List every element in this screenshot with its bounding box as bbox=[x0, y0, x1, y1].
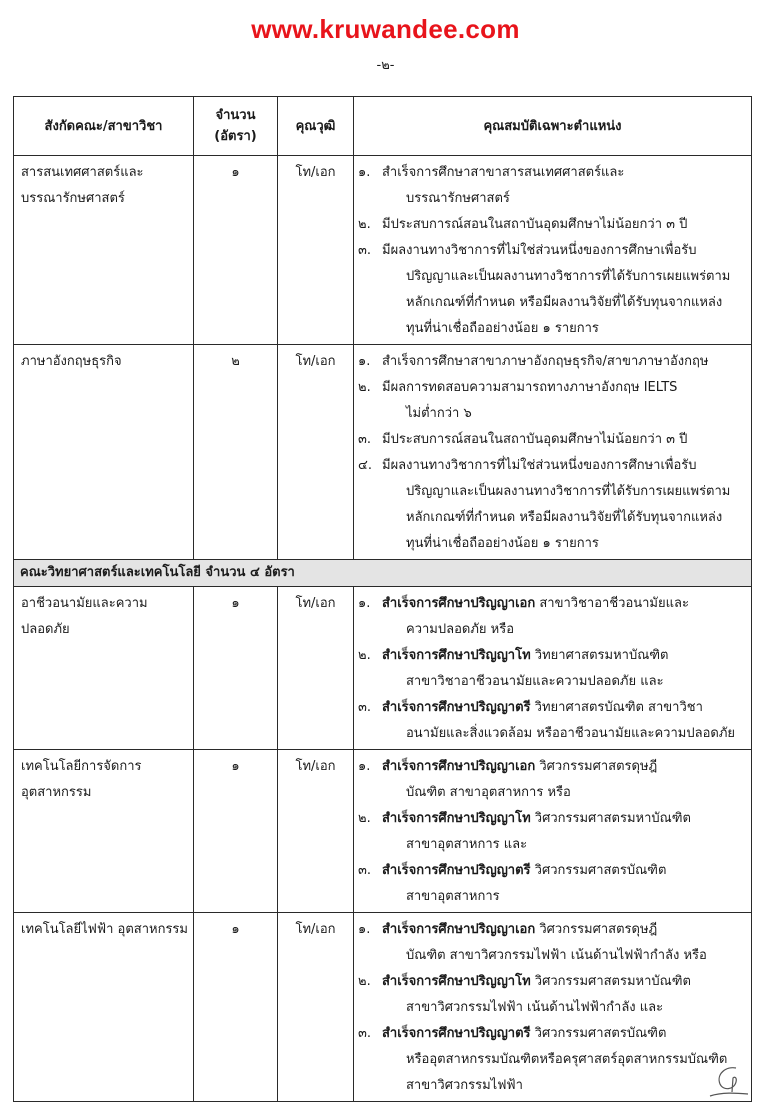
requirement-line: สาขาอุตสาหการ bbox=[406, 889, 500, 904]
requirement-item bbox=[358, 643, 745, 695]
requirement-line: วิศวกรรมศาสตรมหาบัณฑิต bbox=[530, 974, 691, 989]
requirement-line: บัณฑิต สาขาวิศวกรรมไฟฟ้า เน้นด้านไฟฟ้ากำลัง หรือ bbox=[406, 948, 707, 963]
count-cell: ๑ bbox=[194, 587, 278, 750]
site-watermark: www.kruwandee.com bbox=[251, 14, 520, 44]
degree-cell: โท/เอก bbox=[278, 750, 354, 913]
signature-mark bbox=[706, 1062, 750, 1100]
requirement-item bbox=[358, 453, 745, 557]
table-body-science bbox=[14, 587, 752, 1102]
requirement-text bbox=[382, 643, 745, 695]
requirement-text bbox=[382, 212, 745, 238]
table-row bbox=[14, 587, 752, 750]
requirement-degree-level: สำเร็จการศึกษาปริญญาตรี bbox=[382, 863, 531, 878]
requirement-line: มีผลงานทางวิชาการที่ไม่ใช่ส่วนหนึ่งของการศึกษาเพื่อรับ bbox=[382, 243, 697, 258]
requirements-cell bbox=[354, 345, 752, 560]
requirement-item bbox=[358, 375, 745, 427]
requirement-degree-level: สำเร็จการศึกษาปริญญาเอก bbox=[382, 596, 536, 611]
requirement-line: สาขาวิศวกรรมไฟฟ้า bbox=[406, 1078, 523, 1093]
requirement-number: ๓. bbox=[358, 863, 372, 878]
requirement-text bbox=[382, 806, 745, 858]
header-count-line2: (อัตรา) bbox=[214, 129, 257, 144]
requirement-item bbox=[358, 1021, 745, 1099]
degree-cell: โท/เอก bbox=[278, 345, 354, 560]
requirement-number: ๓. bbox=[358, 432, 372, 447]
table-row bbox=[14, 345, 752, 560]
table-row bbox=[14, 156, 752, 345]
requirement-text bbox=[382, 427, 745, 453]
requirement-line: มีผลงานทางวิชาการที่ไม่ใช่ส่วนหนึ่งของการศึกษาเพื่อรับ bbox=[382, 458, 697, 473]
requirement-item bbox=[358, 695, 745, 747]
requirement-item bbox=[358, 591, 745, 643]
requirement-text bbox=[382, 591, 745, 643]
header-count-line1: จำนวน bbox=[215, 108, 256, 123]
requirement-item bbox=[358, 754, 745, 806]
requirement-number: ๓. bbox=[358, 1026, 372, 1041]
requirement-line: สาขาวิชาอาชีวอนามัยและความปลอดภัย และ bbox=[406, 674, 664, 689]
requirement-number: ๔. bbox=[358, 458, 372, 473]
table-header-row bbox=[14, 97, 752, 156]
table-section bbox=[14, 560, 752, 587]
count-cell: ๒ bbox=[194, 345, 278, 560]
requirement-number: ๒. bbox=[358, 217, 371, 232]
requirement-line: อนามัยและสิ่งแวดล้อม หรืออาชีวอนามัยและความปลอดภัย bbox=[406, 726, 736, 741]
requirement-line: วิทยาศาสตรมหาบัณฑิต bbox=[530, 648, 669, 663]
header-unit: สังกัดคณะ/สาขาวิชา bbox=[14, 97, 194, 156]
requirement-line: สาขาวิศวกรรมไฟฟ้า เน้นด้านไฟฟ้ากำลัง และ bbox=[406, 1000, 664, 1015]
requirement-line: วิศวกรรมศาสตรบัณฑิต bbox=[530, 1026, 667, 1041]
requirement-text bbox=[382, 238, 745, 342]
requirement-item bbox=[358, 858, 745, 910]
requirement-number: ๑. bbox=[358, 759, 371, 774]
table-row bbox=[14, 750, 752, 913]
requirement-line: มีประสบการณ์สอนในสถาบันอุดมศึกษาไม่น้อยกว่า ๓ ปี bbox=[382, 432, 688, 447]
requirement-line: ไม่ต่ำกว่า ๖ bbox=[406, 406, 472, 421]
degree-cell: โท/เอก bbox=[278, 156, 354, 345]
requirement-line: สาขาวิชาอาชีวอนามัยและ bbox=[535, 596, 689, 611]
requirement-item bbox=[358, 969, 745, 1021]
requirement-text bbox=[382, 858, 745, 910]
degree-cell: โท/เอก bbox=[278, 913, 354, 1102]
requirement-text bbox=[382, 349, 745, 375]
requirement-line: ปริญญาและเป็นผลงานทางวิชาการที่ได้รับการเผยแพร่ตาม bbox=[406, 269, 731, 284]
requirement-line: สำเร็จการศึกษาสาขาภาษาอังกฤษธุรกิจ/สาขาภาษาอังกฤษ bbox=[382, 354, 709, 369]
table-body-arts bbox=[14, 156, 752, 560]
page-number: -๒- bbox=[376, 58, 395, 73]
requirement-item bbox=[358, 238, 745, 342]
section-row bbox=[14, 560, 752, 587]
requirement-item bbox=[358, 427, 745, 453]
degree-cell: โท/เอก bbox=[278, 587, 354, 750]
requirements-cell bbox=[354, 750, 752, 913]
requirement-number: ๒. bbox=[358, 380, 371, 395]
requirement-number: ๒. bbox=[358, 648, 371, 663]
requirement-line: ทุนที่น่าเชื่อถืออย่างน้อย ๑ รายการ bbox=[406, 536, 599, 551]
section-title: คณะวิทยาศาสตร์และเทคโนโลยี จำนวน ๔ อัตรา bbox=[14, 560, 752, 587]
count-cell: ๑ bbox=[194, 156, 278, 345]
requirement-line: สาขาอุตสาหการ และ bbox=[406, 837, 528, 852]
count-cell: ๑ bbox=[194, 750, 278, 913]
requirement-number: ๒. bbox=[358, 811, 371, 826]
requirement-item bbox=[358, 212, 745, 238]
requirement-number: ๒. bbox=[358, 974, 371, 989]
requirement-line: วิศวกรรมศาสตรดุษฎี bbox=[535, 759, 658, 774]
requirement-line: ปริญญาและเป็นผลงานทางวิชาการที่ได้รับการเผยแพร่ตาม bbox=[406, 484, 731, 499]
requirement-text bbox=[382, 375, 745, 427]
header-count bbox=[194, 97, 278, 156]
requirement-degree-level: สำเร็จการศึกษาปริญญาตรี bbox=[382, 700, 531, 715]
unit-cell: อาชีวอนามัยและความ ปลอดภัย bbox=[14, 587, 194, 750]
requirement-line: วิศวกรรมศาสตรบัณฑิต bbox=[530, 863, 667, 878]
requirement-text bbox=[382, 754, 745, 806]
requirement-degree-level: สำเร็จการศึกษาปริญญาโท bbox=[382, 974, 531, 989]
unit-cell: ภาษาอังกฤษธุรกิจ bbox=[14, 345, 194, 560]
requirement-text bbox=[382, 160, 745, 212]
requirement-degree-level: สำเร็จการศึกษาปริญญาเอก bbox=[382, 922, 536, 937]
requirement-text bbox=[382, 1021, 745, 1099]
requirement-degree-level: สำเร็จการศึกษาปริญญาตรี bbox=[382, 1026, 531, 1041]
requirement-text bbox=[382, 453, 745, 557]
requirement-number: ๑. bbox=[358, 165, 371, 180]
unit-cell: เทคโนโลยีการจัดการ อุตสาหกรรม bbox=[14, 750, 194, 913]
requirement-item bbox=[358, 349, 745, 375]
unit-cell: สารสนเทศศาสตร์และ บรรณารักษศาสตร์ bbox=[14, 156, 194, 345]
requirement-item bbox=[358, 917, 745, 969]
requirement-line: สำเร็จการศึกษาสาขาสารสนเทศศาสตร์และ bbox=[382, 165, 625, 180]
requirement-line: มีประสบการณ์สอนในสถาบันอุดมศึกษาไม่น้อยกว่า ๓ ปี bbox=[382, 217, 688, 232]
requirement-degree-level: สำเร็จการศึกษาปริญญาเอก bbox=[382, 759, 536, 774]
requirement-line: หรืออุตสาหกรรมบัณฑิตหรือครุศาสตร์อุตสาหกรรมบัณฑิต bbox=[406, 1052, 728, 1067]
qualification-table bbox=[13, 96, 752, 1102]
requirement-line: วิศวกรรมศาสตรมหาบัณฑิต bbox=[530, 811, 691, 826]
table-row bbox=[14, 913, 752, 1102]
requirement-number: ๓. bbox=[358, 243, 372, 258]
requirement-item bbox=[358, 806, 745, 858]
requirement-text bbox=[382, 969, 745, 1021]
requirement-line: บัณฑิต สาขาอุตสาหการ หรือ bbox=[406, 785, 571, 800]
count-cell: ๑ bbox=[194, 913, 278, 1102]
unit-cell: เทคโนโลยีไฟฟ้า อุตสาหกรรม bbox=[14, 913, 194, 1102]
header-qualifications: คุณสมบัติเฉพาะตำแหน่ง bbox=[354, 97, 752, 156]
requirements-cell bbox=[354, 587, 752, 750]
requirement-line: หลักเกณฑ์ที่กำหนด หรือมีผลงานวิจัยที่ได้รับทุนจากแหล่ง bbox=[406, 510, 723, 525]
requirement-number: ๑. bbox=[358, 354, 371, 369]
requirement-degree-level: สำเร็จการศึกษาปริญญาโท bbox=[382, 811, 531, 826]
requirement-degree-level: สำเร็จการศึกษาปริญญาโท bbox=[382, 648, 531, 663]
requirement-text bbox=[382, 917, 745, 969]
requirement-line: วิศวกรรมศาสตรดุษฎี bbox=[535, 922, 658, 937]
requirement-line: ความปลอดภัย หรือ bbox=[406, 622, 515, 637]
requirement-line: หลักเกณฑ์ที่กำหนด หรือมีผลงานวิจัยที่ได้รับทุนจากแหล่ง bbox=[406, 295, 723, 310]
requirement-text bbox=[382, 695, 745, 747]
requirement-item bbox=[358, 160, 745, 212]
requirement-number: ๑. bbox=[358, 922, 371, 937]
requirement-line: บรรณารักษศาสตร์ bbox=[406, 191, 510, 206]
requirement-line: มีผลการทดสอบความสามารถทางภาษาอังกฤษ IELTS bbox=[382, 380, 678, 395]
requirements-cell bbox=[354, 913, 752, 1102]
requirement-number: ๓. bbox=[358, 700, 372, 715]
header-degree: คุณวุฒิ bbox=[278, 97, 354, 156]
requirement-number: ๑. bbox=[358, 596, 371, 611]
requirement-line: วิทยาศาสตรบัณฑิต สาขาวิชา bbox=[530, 700, 703, 715]
requirements-cell bbox=[354, 156, 752, 345]
requirement-line: ทุนที่น่าเชื่อถืออย่างน้อย ๑ รายการ bbox=[406, 321, 599, 336]
